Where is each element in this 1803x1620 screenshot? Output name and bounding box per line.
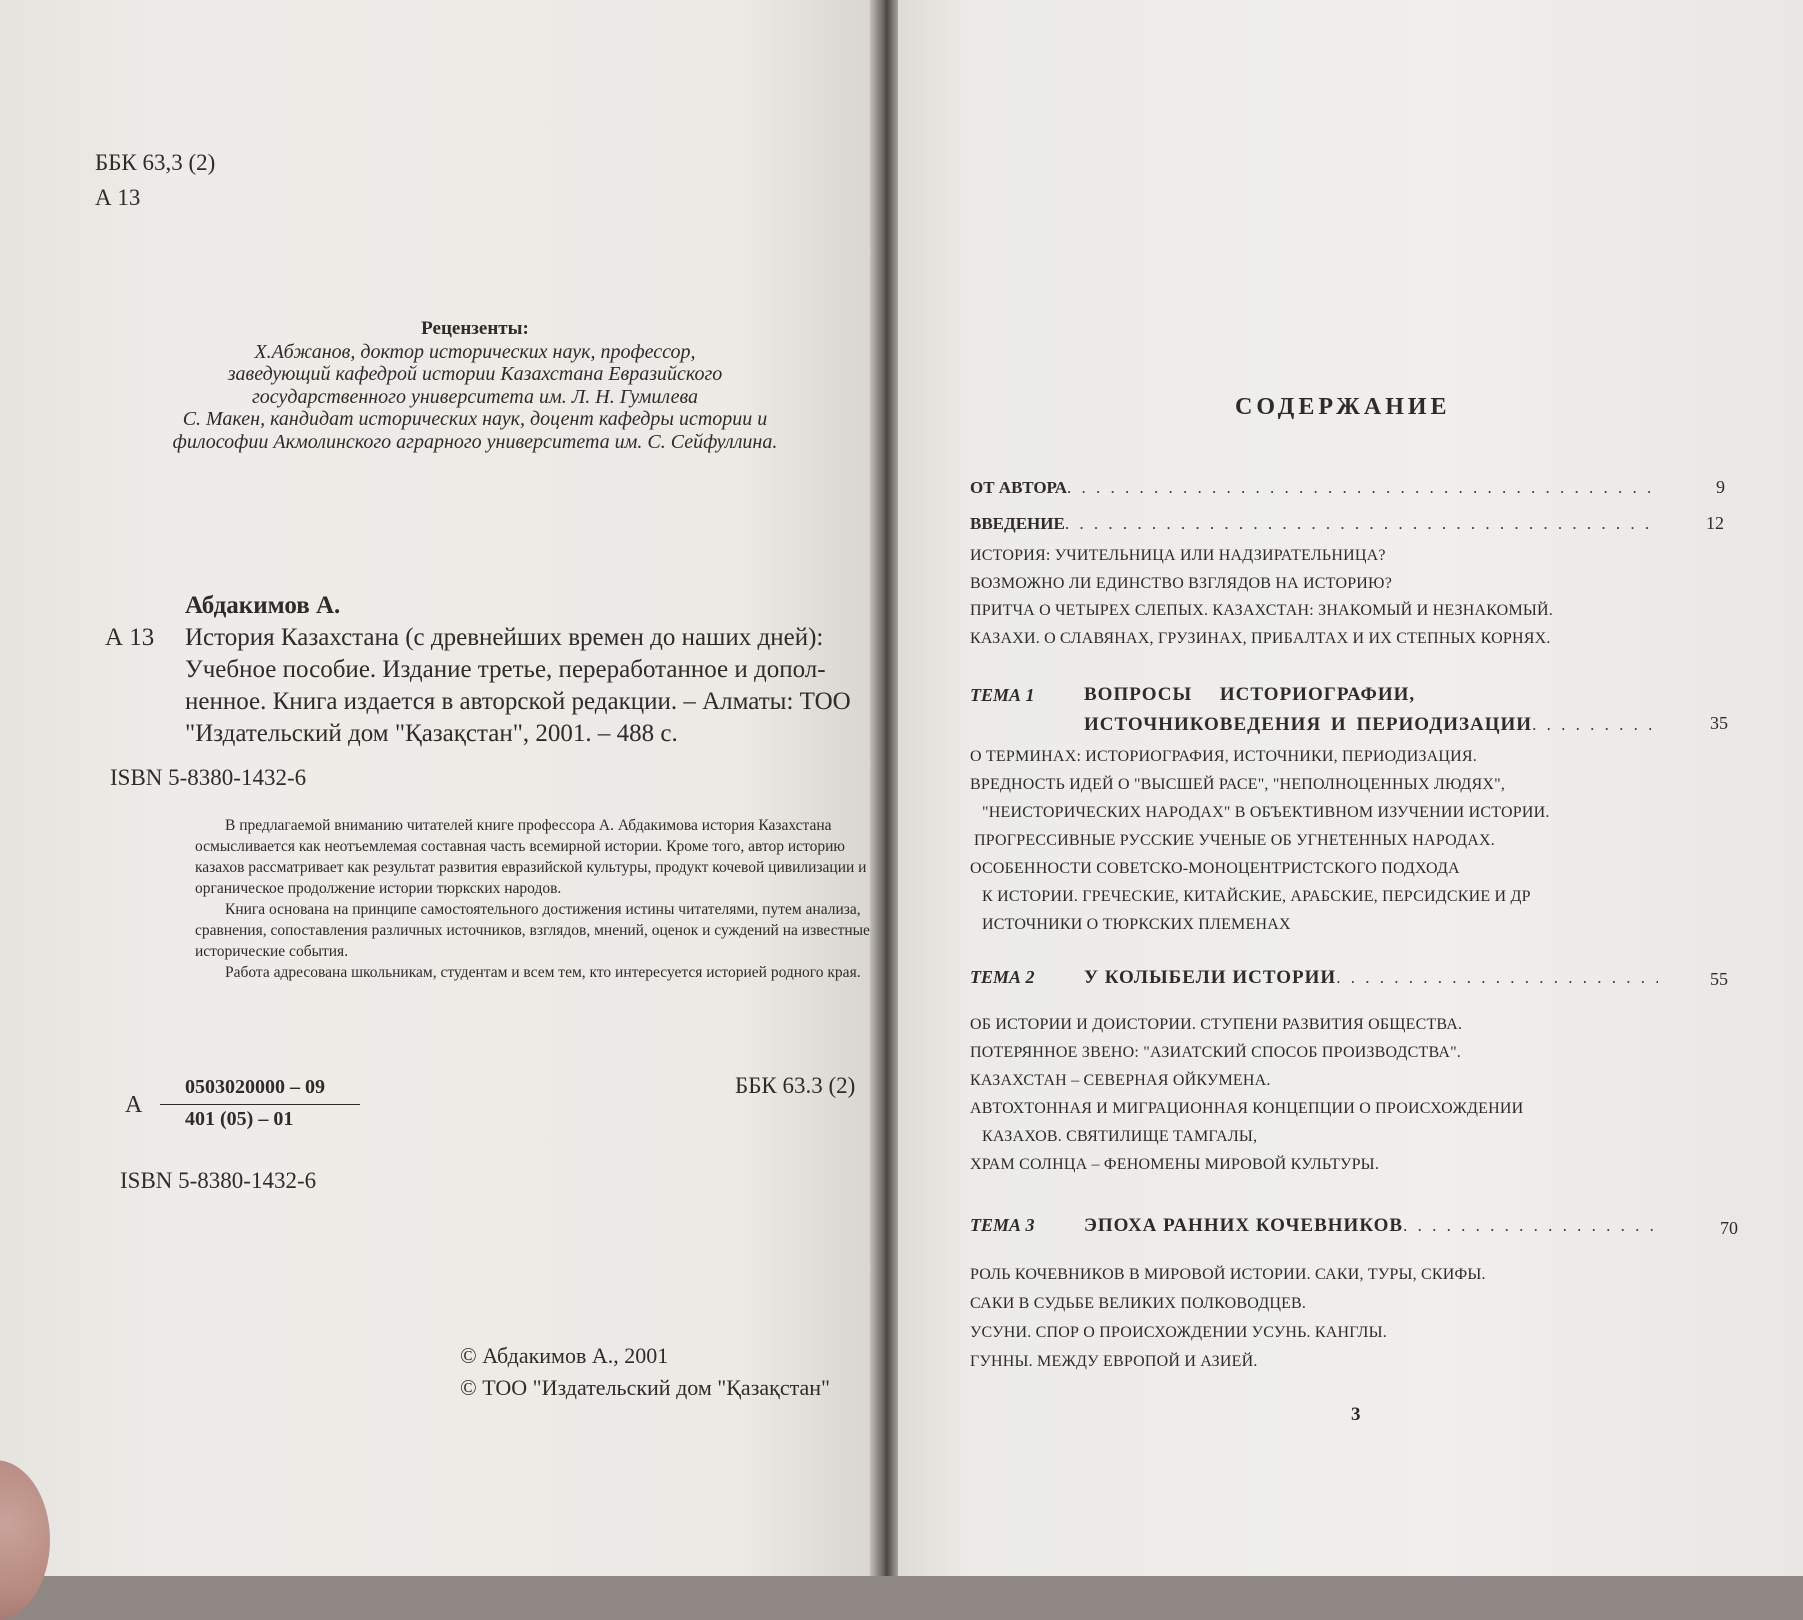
subtopic-line: ПРОГРЕССИВНЫЕ РУССКИЕ УЧЕНЫЕ ОБ УГНЕТЕННЫХ НАРОДАХ.: [974, 832, 1495, 849]
leader-dots: [1065, 514, 1658, 534]
subtopic-line: К ИСТОРИИ. ГРЕЧЕСКИЕ, КИТАЙСКИЕ, АРАБСКИЕ, ПЕРСИДСКИЕ И ДР: [982, 888, 1531, 905]
tema-1-title-line2: ИСТОЧНИКОВЕДЕНИЯ И ПЕРИОДИЗАЦИИ: [1084, 714, 1533, 735]
isbn: ISBN 5-8380-1432-6: [110, 765, 307, 790]
annotation-paragraph: Книга основана на принципе самостоятельного достижения истины читателями, путем анализа, сравнения, сопоставления различных источников, взглядов, мнений, оценок и суждений на известные исторические события.: [195, 901, 870, 960]
author-name: Абдакимов А.: [185, 592, 341, 619]
tema-2-row[interactable]: [1084, 967, 1658, 989]
toc-entry-intro[interactable]: [970, 514, 1658, 534]
subtopic-line: ВОЗМОЖНО ЛИ ЕДИНСТВО ВЗГЛЯДОВ НА ИСТОРИЮ?: [970, 574, 1392, 592]
subtopic-line: ИСТОРИЯ: УЧИТЕЛЬНИЦА ИЛИ НАДЗИРАТЕЛЬНИЦА?: [970, 547, 1386, 564]
toc-page-number: 70: [1720, 1218, 1738, 1238]
subtopic-line: ИСТОЧНИКИ О ТЮРКСКИХ ПЛЕМЕНАХ: [982, 916, 1291, 933]
subtopic-line: ВРЕДНОСТЬ ИДЕЙ О "ВЫСШЕЙ РАСЕ", "НЕПОЛНОЦЕННЫХ ЛЮДЯХ",: [970, 776, 1506, 793]
reviewer-line: государственного университета им. Л. Н. Гумилева: [251, 385, 699, 408]
toc-entry-author[interactable]: [970, 478, 1658, 498]
subtopic-line: "НЕИСТОРИЧЕСКИХ НАРОДАХ" В ОБЪЕКТИВНОМ ИЗУЧЕНИИ ИСТОРИИ.: [982, 804, 1550, 821]
copyright-line: © ТОО "Издательский дом "Қазақстан": [460, 1375, 831, 1400]
subtopic-line: АВТОХТОННАЯ И МИГРАЦИОННАЯ КОНЦЕПЦИИ О ПРОИСХОЖДЕНИИ: [970, 1100, 1524, 1117]
index-denominator: 401 (05) – 01: [185, 1108, 294, 1130]
leader-dots: [1532, 715, 1658, 735]
thumb: [0, 1460, 50, 1620]
subtopic-line: ОСОБЕННОСТИ СОВЕТСКО-МОНОЦЕНТРИСТСКОГО ПОДХОДА: [970, 860, 1460, 877]
subtopic-line: КАЗАХИ. О СЛАВЯНАХ, ГРУЗИНАХ, ПРИБАЛТАХ И ИХ СТЕПНЫХ КОРНЯХ.: [970, 629, 1551, 647]
catalog-line: ненное. Книга издается в авторской редакции. – Алматы: ТОО: [185, 688, 851, 715]
tema-3-title: ЭПОХА РАННИХ КОЧЕВНИКОВ: [1084, 1215, 1404, 1236]
catalog-description: [185, 622, 851, 750]
subtopic-line: ГУННЫ. МЕЖДУ ЕВРОПОЙ И АЗИЕЙ.: [970, 1353, 1258, 1370]
tema-1-tag: ТЕМА 1: [970, 685, 1035, 705]
reviewers: [105, 318, 845, 453]
annotation-paragraph: Работа адресована школьникам, студентам и всем тем, кто интересуется историей родного края.: [225, 964, 861, 981]
tema-1-title-line2-row[interactable]: [1084, 714, 1658, 736]
copyright-line: © Абдакимов А., 2001: [460, 1343, 669, 1368]
a-code: А 13: [95, 185, 141, 210]
catalog-line: История Казахстана (с древнейших времен до наших дней):: [185, 624, 824, 651]
tema-1-title-line1[interactable]: ВОПРОСЫ ИСТОРИОГРАФИИ,: [1084, 684, 1416, 705]
catalog-line: "Издательский дом "Қазақстан", 2001. – 488 с.: [185, 720, 678, 747]
subtopic-line: РОЛЬ КОЧЕВНИКОВ В МИРОВОЙ ИСТОРИИ. САКИ, ТУРЫ, СКИФЫ.: [970, 1266, 1486, 1283]
tema-3-subtopics: [970, 1260, 1486, 1376]
reviewer-line: Х.Абжанов, доктор исторических наук, профессор,: [254, 340, 696, 363]
copyright: [460, 1340, 830, 1404]
subtopic-line: ХРАМ СОЛНЦА – ФЕНОМЕНЫ МИРОВОЙ КУЛЬТУРЫ.: [970, 1156, 1380, 1173]
tema-2-title: У КОЛЫБЕЛИ ИСТОРИИ: [1084, 967, 1337, 988]
subtopic-line: УСУНИ. СПОР О ПРОИСХОЖДЕНИИ УСУНЬ. КАНГЛЫ.: [970, 1324, 1387, 1341]
toc-page-number: 55: [1710, 969, 1728, 989]
left-page: [0, 0, 870, 1576]
tema-3-tag: ТЕМА 3: [970, 1215, 1035, 1235]
subtopic-line: ПОТЕРЯННОЕ ЗВЕНО: "АЗИАТСКИЙ СПОСОБ ПРОИЗВОДСТВА".: [970, 1044, 1462, 1061]
toc-page-number: 9: [1716, 477, 1725, 497]
subtopic-line: КАЗАХОВ. СВЯТИЛИЩЕ ТАМГАЛЫ,: [982, 1128, 1258, 1145]
subtopic-line: О ТЕРМИНАХ: ИСТОРИОГРАФИЯ, ИСТОЧНИКИ, ПЕРИОДИЗАЦИЯ.: [970, 748, 1477, 765]
page-number: 3: [1351, 1404, 1361, 1425]
subtopic-line: ОБ ИСТОРИИ И ДОИСТОРИИ. СТУПЕНИ РАЗВИТИЯ ОБЩЕСТВА.: [970, 1016, 1463, 1033]
subtopic-line: САКИ В СУДЬБЕ ВЕЛИКИХ ПОЛКОВОДЦЕВ.: [970, 1295, 1307, 1312]
fraction-line: [160, 1104, 360, 1107]
reviewer-line: философии Акмолинского аграрного университета им. С. Сейфуллина.: [172, 430, 778, 453]
catalog-line: Учебное пособие. Издание третье, переработанное и допол-: [185, 656, 826, 683]
index-bbk: ББК 63.3 (2): [735, 1073, 856, 1098]
tema-2-tag: ТЕМА 2: [970, 967, 1035, 987]
tema-3-row[interactable]: [1084, 1215, 1658, 1237]
book-spine: [870, 0, 898, 1576]
annotation: [195, 815, 870, 983]
reviewer-line: заведующий кафедрой истории Казахстана Евразийского: [227, 363, 723, 385]
catalog-author: [185, 590, 340, 622]
annotation-paragraph: В предлагаемой вниманию читателей книге профессора А. Абдакимова история Казахстана осмысливается как неотъемлемая составная часть всемирной истории. Кроме того, автор историю казахов рассматривает как результат развития евразийской культуры, продукт кочевой цивилизации и органическое продолжение истории тюркских народов.: [195, 817, 867, 897]
bbk-code: ББК 63,3 (2): [95, 150, 216, 175]
subtopic-line: КАЗАХСТАН – СЕВЕРНАЯ ОЙКУМЕНА.: [970, 1072, 1271, 1089]
tema-1-subtopics: [970, 743, 1550, 939]
reviewers-heading: Рецензенты:: [421, 318, 529, 339]
index-letter: А: [125, 1092, 143, 1118]
leader-dots: [1336, 968, 1658, 988]
index-numerator: 0503020000 – 09: [185, 1076, 325, 1098]
toc-page-number: 12: [1706, 513, 1724, 533]
tema-2-subtopics: [970, 1011, 1523, 1179]
toc-page-number: 35: [1710, 713, 1728, 733]
leader-dots: [1403, 1216, 1658, 1236]
toc-entry-label: ВВЕДЕНИЕ: [970, 514, 1065, 533]
right-page: [898, 0, 1803, 1576]
intro-subtopics: [970, 542, 1553, 652]
toc-title: СОДЕРЖАНИЕ: [1235, 394, 1451, 420]
leader-dots: [1067, 478, 1658, 498]
isbn-bottom: ISBN 5-8380-1432-6: [120, 1168, 317, 1193]
toc-entry-label: ОТ АВТОРА: [970, 478, 1068, 497]
reviewer-line: С. Макен, кандидат исторических наук, доцент кафедры истории и: [182, 408, 768, 430]
subtopic-line: ПРИТЧА О ЧЕТЫРЕХ СЛЕПЫХ. КАЗАХСТАН: ЗНАКОМЫЙ И НЕЗНАКОМЫЙ.: [970, 602, 1553, 619]
catalog-code: А 13: [105, 624, 155, 651]
